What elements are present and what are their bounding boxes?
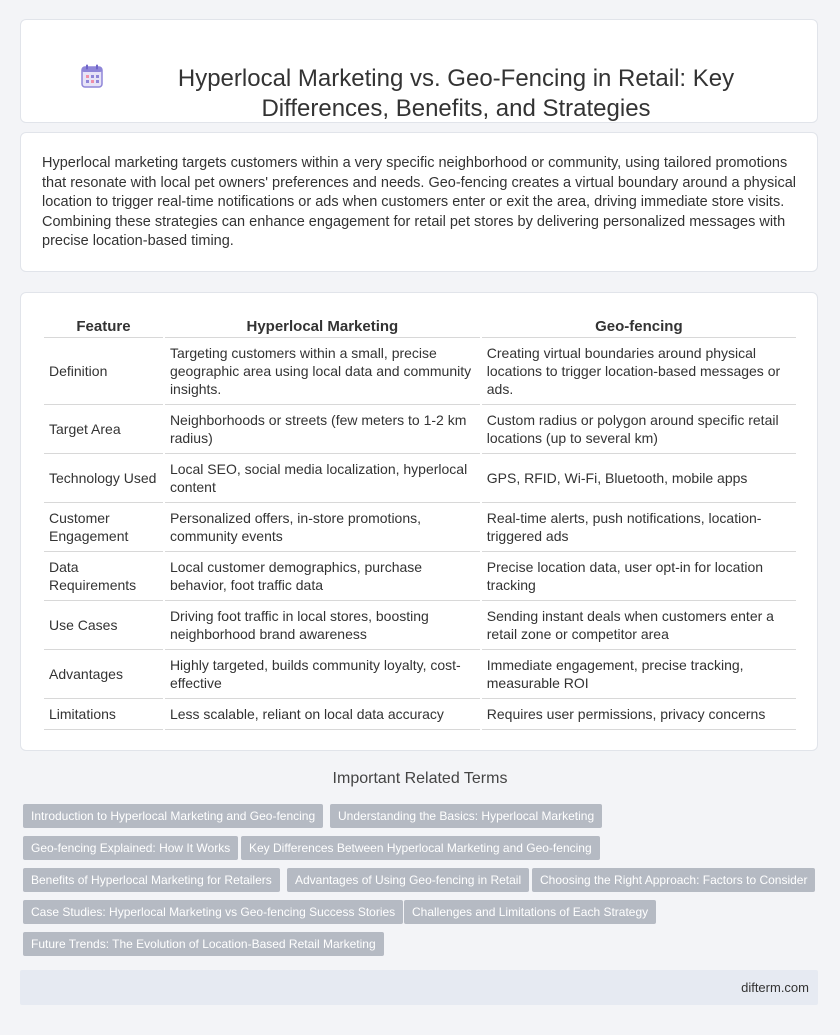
related-term-link[interactable]: Benefits of Hyperlocal Marketing for Retailers <box>23 868 280 892</box>
row-geofencing: GPS, RFID, Wi-Fi, Bluetooth, mobile apps <box>482 454 796 503</box>
intro-paragraph: Hyperlocal marketing targets customers within a very specific neighborhood or community, using tailored promotions that resonate with local pet owners' preferences and needs. Geo-fencing creates a virtual boundary around a physical location to trigger real-time notifications or ads when customers enter or exit the area, driving immediate store visits. Combining these strategies can enhance engagement for retail pet stores by delivering personalized messages with precise location-based timing. <box>42 155 796 249</box>
row-feature: Target Area <box>44 405 163 454</box>
table-row <box>44 503 796 552</box>
row-feature: Advantages <box>44 650 163 699</box>
table-row <box>44 338 796 405</box>
related-term-link[interactable]: Understanding the Basics: Hyperlocal Marketing <box>330 804 602 828</box>
row-geofencing: Real-time alerts, push notifications, location-triggered ads <box>482 503 796 552</box>
row-hyperlocal: Personalized offers, in-store promotions, community events <box>165 503 480 552</box>
page-title: Hyperlocal Marketing vs. Geo-Fencing in Retail: Key Differences, Benefits, and Strategies <box>177 65 735 122</box>
row-feature: Customer Engagement <box>44 503 163 552</box>
row-hyperlocal: Highly targeted, builds community loyalty, cost-effective <box>165 650 480 699</box>
column-header-geofencing: Geo-fencing <box>482 314 796 338</box>
related-term-link[interactable]: Introduction to Hyperlocal Marketing and Geo-fencing <box>23 804 323 828</box>
row-feature: Technology Used <box>44 454 163 503</box>
calendar-grid-icon <box>81 64 103 93</box>
title-card <box>20 19 818 123</box>
related-term-link[interactable]: Key Differences Between Hyperlocal Marketing and Geo-fencing <box>241 836 600 860</box>
row-geofencing: Requires user permissions, privacy concerns <box>482 699 796 730</box>
related-term-link[interactable]: Challenges and Limitations of Each Strategy <box>404 900 656 924</box>
table-row <box>44 454 796 503</box>
row-hyperlocal: Driving foot traffic in local stores, boosting neighborhood brand awareness <box>165 601 480 650</box>
row-hyperlocal: Neighborhoods or streets (few meters to 1-2 km radius) <box>165 405 480 454</box>
row-geofencing: Sending instant deals when customers enter a retail zone or competitor area <box>482 601 796 650</box>
row-feature: Data Requirements <box>44 552 163 601</box>
table-row <box>44 405 796 454</box>
row-feature: Use Cases <box>44 601 163 650</box>
related-term-link[interactable]: Choosing the Right Approach: Factors to Consider <box>532 868 815 892</box>
footer-bar <box>20 970 818 1005</box>
comparison-table <box>42 314 798 730</box>
row-hyperlocal: Targeting customers within a small, precise geographic area using local data and community insights. <box>165 338 480 405</box>
comparison-card <box>20 292 818 751</box>
related-term-link[interactable]: Future Trends: The Evolution of Location-Based Retail Marketing <box>23 932 384 956</box>
row-feature: Limitations <box>44 699 163 730</box>
row-geofencing: Immediate engagement, precise tracking, measurable ROI <box>482 650 796 699</box>
column-header-feature: Feature <box>44 314 163 338</box>
column-header-hyperlocal: Hyperlocal Marketing <box>165 314 480 338</box>
row-hyperlocal: Local customer demographics, purchase behavior, foot traffic data <box>165 552 480 601</box>
row-geofencing: Custom radius or polygon around specific retail locations (up to several km) <box>482 405 796 454</box>
table-header-row <box>44 314 796 338</box>
table-row <box>44 650 796 699</box>
intro-card <box>20 132 818 272</box>
related-terms-heading: Important Related Terms <box>332 770 508 787</box>
footer-site-name: difterm.com <box>741 980 809 995</box>
table-row <box>44 552 796 601</box>
table-row <box>44 601 796 650</box>
related-term-link[interactable]: Advantages of Using Geo-fencing in Retail <box>287 868 529 892</box>
row-geofencing: Creating virtual boundaries around physical locations to trigger location-based messages or ads. <box>482 338 796 405</box>
related-term-link[interactable]: Case Studies: Hyperlocal Marketing vs Geo-fencing Success Stories <box>23 900 403 924</box>
row-hyperlocal: Local SEO, social media localization, hyperlocal content <box>165 454 480 503</box>
row-hyperlocal: Less scalable, reliant on local data accuracy <box>165 699 480 730</box>
table-row <box>44 699 796 730</box>
related-term-link[interactable]: Geo-fencing Explained: How It Works <box>23 836 238 860</box>
row-feature: Definition <box>44 338 163 405</box>
row-geofencing: Precise location data, user opt-in for location tracking <box>482 552 796 601</box>
